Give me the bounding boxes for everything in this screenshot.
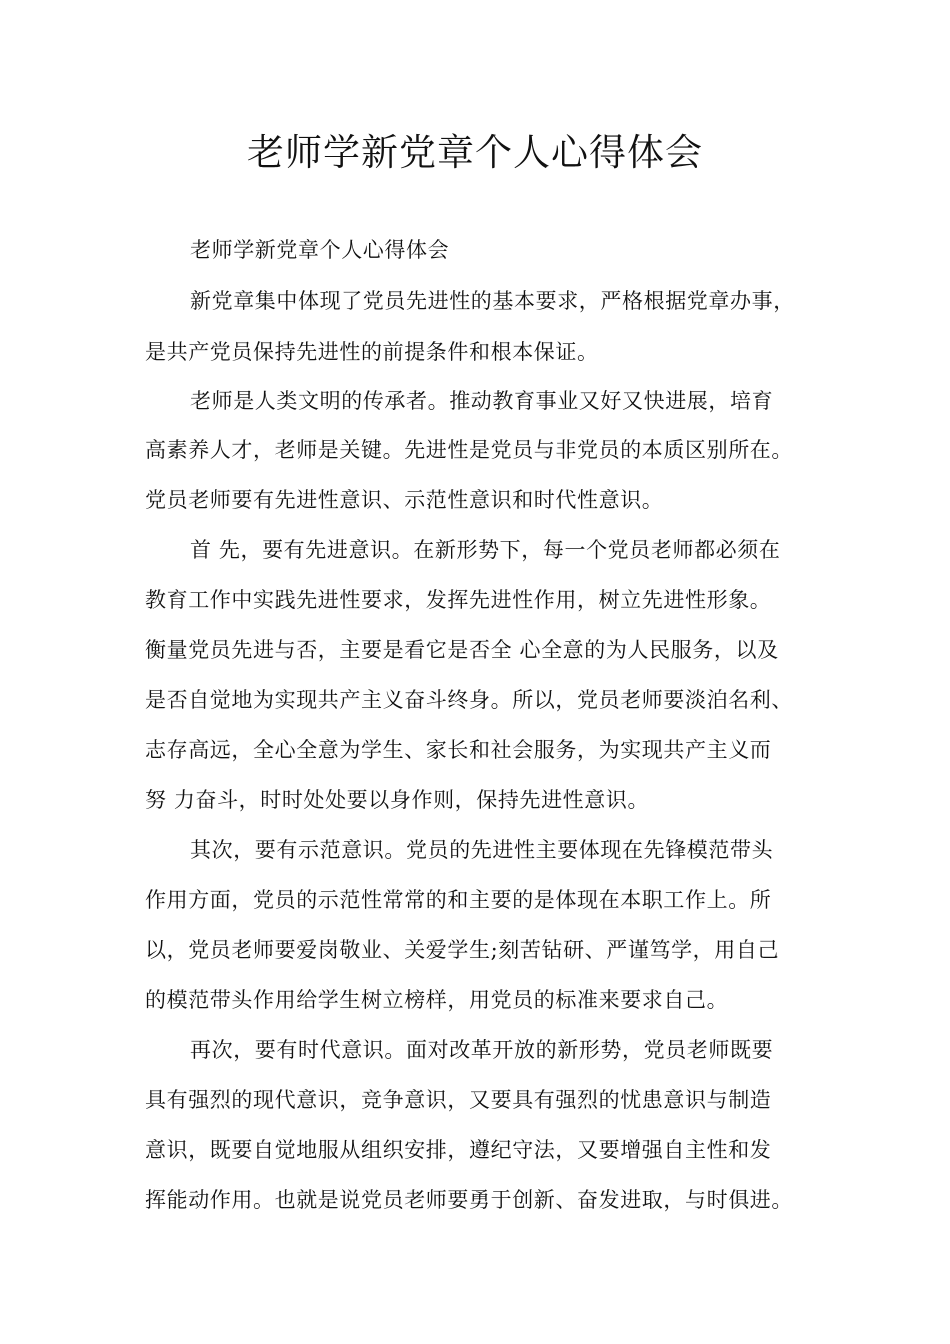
paragraph-line: 挥能动作用。也就是说党员老师要勇于创新、奋发进取，与时俱进。 <box>145 1188 793 1212</box>
paragraph-line: 志存高远，全心全意为学生、家长和社会服务，为实现共产主义而 <box>145 738 772 762</box>
document-title: 老师学新党章个人心得体会 <box>247 131 703 174</box>
paragraph-line: 意识，既要自觉地服从组织安排，遵纪守法，又要增强自主性和发 <box>145 1138 772 1162</box>
paragraph-line: 教育工作中实践先进性要求，发挥先进性作用，树立先进性形象。 <box>145 588 772 612</box>
paragraph-line: 努 力奋斗，时时处处要以身作则，保持先进性意识。 <box>145 788 650 812</box>
paragraph-line: 党员老师要有先进性意识、示范性意识和时代性意识。 <box>145 488 664 512</box>
paragraph-line: 再次，要有时代意识。面对改革开放的新形势，党员老师既要 <box>190 1038 774 1062</box>
paragraph-line: 首 先，要有先进意识。在新形势下，每一个党员老师都必须在 <box>190 538 781 562</box>
paragraph-line: 新党章集中体现了党员先进性的基本要求，严格根据党章办事， <box>190 289 795 313</box>
paragraph-line: 以，党员老师要爱岗敬业、关爱学生;刻苦钻研、严谨笃学，用自己 <box>145 938 780 962</box>
paragraph-line: 衡量党员先进与否，主要是看它是否全 心全意的为人民服务，以及 <box>145 638 779 662</box>
paragraph-line: 是共产党员保持先进性的前提条件和根本保证。 <box>145 340 599 364</box>
subtitle-line: 老师学新党章个人心得体会 <box>190 238 450 262</box>
paragraph-line: 高素养人才，老师是关键。先进性是党员与非党员的本质区别所在。 <box>145 438 793 462</box>
paragraph-line: 具有强烈的现代意识，竞争意识，又要具有强烈的忧患意识与制造 <box>145 1088 772 1112</box>
paragraph-line: 其次，要有示范意识。党员的先进性主要体现在先锋模范带头 <box>190 838 774 862</box>
paragraph-line: 是否自觉地为实现共产主义奋斗终身。所以，党员老师要淡泊名利、 <box>145 688 793 712</box>
paragraph-line: 的模范带头作用给学生树立榜样，用党员的标准来要求自己。 <box>145 988 729 1012</box>
paragraph-line: 作用方面，党员的示范性常常的和主要的是体现在本职工作上。所 <box>145 888 772 912</box>
paragraph-line: 老师是人类文明的传承者。推动教育事业又好又快进展，培育 <box>190 389 774 413</box>
